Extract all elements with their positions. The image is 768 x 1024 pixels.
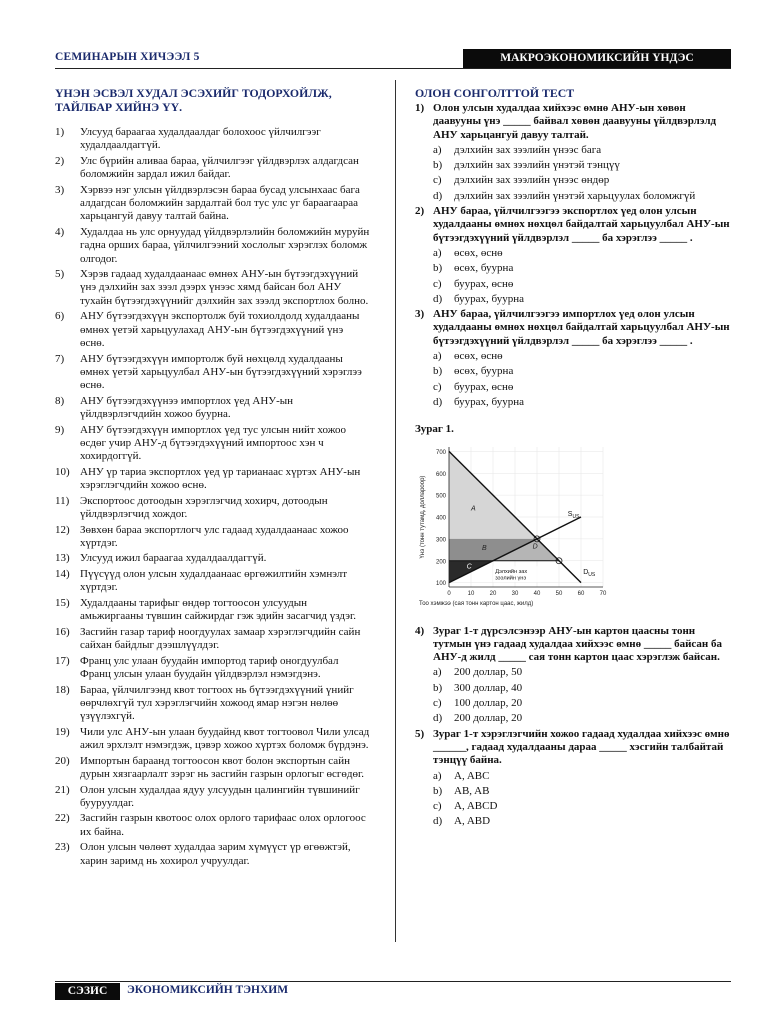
answer-option[interactable] [433,293,733,306]
question-q5 [415,728,733,829]
statement-number: 2) [55,154,65,167]
option-text: буурах, буурна [454,292,525,305]
question-q3 [415,308,733,409]
answer-option[interactable] [433,190,733,203]
statement-number: 19) [55,725,70,738]
option-letter: c) [433,277,442,290]
statement-number: 13) [55,552,70,565]
question-q2 [415,205,733,306]
question-text: Зураг 1-т хэрэглэгчийн хожоо гадаад худалдаа хийхээс өмнө ______, гадаад худалдааны дараа _____ хэсгийн талбайтай тэнцүү байна. [433,727,730,767]
statement-text: Зөвхөн бараа экспортлогч улс гадаад худалдаанаас хожоо хүртдэг. [80,523,349,549]
question-text: Зураг 1-т дүрсэлсэнээр АНУ-ын картон цаасны тонн тутмын үнэ гадаад худалдаа хийхээс өмнө _____ байсан ба АНУ-д жилд _____ сая тонн картон цаас хэрэглэж байсан. [433,624,723,664]
statement-text: Олон улсын худалдаа ядуу улсуудын цалингийн түвшинийг бууруулдаг. [80,783,360,809]
footer-badge: СЭЗИС [55,983,120,1000]
column-divider [395,80,396,942]
statement-number: 17) [55,654,70,667]
statement-number: 5) [55,268,65,281]
statement-item [55,626,370,653]
x-tick-label: 70 [599,590,607,597]
answer-option[interactable] [433,350,733,363]
statement-number: 22) [55,812,70,825]
statement-text: Хэрвээ нэг улсын үйлдвэрлэсэн бараа бусад улсынхаас бага алдагдсан боломжийн зардалтай бол тус улс уг бараагаараа харьцангуй давуу талтай байна. [80,183,360,223]
question-text: Олон улсын худалдаа хийхээс өмнө АНУ-ын хөвөн даавууны үнэ _____ байвал хөвөн даавууны үйлдвэрлэлд АНУ харьцангуй давуу талтай. [433,102,717,141]
statement-item [55,155,370,182]
statement-item [55,524,370,551]
region-label: A [471,504,476,512]
option-letter: d) [433,395,443,408]
statement-item [55,841,370,868]
option-letter: c) [433,174,442,187]
answer-option[interactable] [433,247,733,260]
question-text: АНУ бараа, үйлчилгээгээ экспортлох үед олон улсын худалдааны өмнөх нөхцөл байдалтай харьцуулбал АНУ-ын бүтээгдэхүүний үйлдвэрлэл _____ ба хэрэглээ _____ . [433,205,730,244]
statement-text: Хэрэв гадаад худалдаанаас өмнөх АНУ-ын бүтээгдэхүүний үнэ дэлхийн зах зээл дээрх үнээс хямд байсан бол АНУ тухайн бүтээгдэхүүнийг дэлхийн зах зээлд экспортлох болно. [80,268,369,307]
x-tick-label: 10 [467,590,475,597]
statement-text: Улсууд бараагаа худалдаалдаг болохоос үйлчилгээг худалдаалдаггүй. [80,126,321,152]
statement-text: Франц улс улаан буудайн импортод тариф оногдуулбал Франц улсын улаан буудайн үйлдвэрлэл нэмэгдэнэ. [80,654,339,681]
x-axis-title: Тоо хэмжээ (сая тонн картон цаас, жилд) [419,600,534,607]
statement-text: Улсууд ижил бараагаа худалдаалдаггүй. [80,552,267,565]
statement-number: 7) [55,352,65,365]
option-text: дэлхийн зах зээлийн үнээс бага [454,143,602,156]
statement-number: 1) [55,126,65,138]
statement-item [55,784,370,811]
option-text: буурах, өснө [454,380,514,393]
y-tick-label: 600 [435,471,446,478]
statement-item [55,126,370,153]
question-stem [415,102,733,142]
statement-text: Худалдааны тарифыг өндөр тогтоосон улсуудын амьжиргааны түвшин сайжирдаг гэж эдийн засагчид үздэг. [80,596,357,623]
x-tick-label: 20 [489,590,497,597]
statement-item [55,726,370,753]
statement-item [55,466,370,493]
statement-item [55,597,370,624]
statement-number: 14) [55,568,70,581]
multiple-choice-title: ОЛОН СОНГОЛТТОЙ ТЕСТ [415,86,575,100]
answer-option[interactable] [433,144,733,157]
statement-number: 3) [55,183,65,196]
answer-option[interactable] [433,262,733,275]
statement-number: 21) [55,783,70,796]
statement-item [55,226,370,266]
statement-number: 23) [55,841,70,854]
question-stem [415,308,733,348]
statement-text: АНУ бүтээгдэхүүн импортлох үед тус улсын нийт хожоо өсдөг учир АНУ-д бүтээгдэхүүний импортоос хэн ч хохирдоггүй. [80,423,347,463]
option-letter: b) [433,681,443,694]
y-tick-label: 700 [435,449,446,456]
multiple-choice-section [415,86,733,831]
statement-item [55,495,370,522]
statement-number: 8) [55,394,65,407]
option-letter: b) [433,784,443,797]
option-text: 200 доллар, 20 [454,712,523,725]
question-number: 2) [415,205,425,218]
supply-demand-chart [415,439,615,617]
true-false-title: ҮНЭН ЭСВЭЛ ХУДАЛ ЭСЭХИЙГ ТОДОРХОЙЛЖ, ТАЙЛБАР ХИЙНЭ ҮҮ. [55,86,332,114]
x-tick-label: 40 [533,590,541,597]
option-letter: b) [433,159,443,172]
option-text: өсөх, өснө [454,246,503,259]
statement-text: Бараа, үйлчилгээнд квот тогтоох нь бүтээгдэхүүний үнийг өөрчлөхгүй тул хэрэглэгчийн хожоод ямар нэгэн нөлөө үзүүлэхгүй. [80,683,354,723]
header-divider [55,68,731,69]
header-left-title: СЕМИНАРЫН ХИЧЭЭЛ 5 [55,51,200,63]
question-q4 [415,625,733,726]
option-text: A, ABC [454,769,490,782]
option-letter: d) [433,189,443,202]
question-block [415,625,733,829]
question-number: 3) [415,308,425,321]
true-false-section [55,86,370,870]
option-letter: b) [433,262,443,275]
x-tick-label: 50 [555,590,563,597]
y-tick-label: 400 [435,515,446,522]
question-number: 1) [415,102,425,114]
option-text: өсөх, буурна [454,365,514,378]
statement-item [55,684,370,724]
option-text: өсөх, өснө [454,350,503,363]
x-tick-label: 60 [577,590,585,597]
world-price-label: Дэлхийн зах зээлийн үнэ [495,568,528,582]
option-letter: c) [433,800,442,813]
x-tick-label: 0 [447,590,451,597]
answer-option[interactable] [433,666,733,679]
option-text: дэлхийн зах зээлийн үнэтэй тэнцүү [454,159,620,172]
question-text: АНУ бараа, үйлчилгээгээ импортлох үед олон улсын худалдааны өмнөх нөхцөл байдалтай харьцуулбал АНУ-ын бүтээгдэхүүний үйлдвэрлэл _____ ба хэрэглээ _____ . [433,308,730,347]
statement-item [55,755,370,782]
option-text: 300 доллар, 40 [454,681,523,694]
option-text: A, ABD [454,815,491,828]
statement-item [55,655,370,682]
option-letter: d) [433,292,443,305]
statement-text: АНУ үр тариа экспортлох үед үр тарианаас хүртэх АНУ-ын хэрэглэгчдийн хожоо өснө. [80,465,361,492]
option-letter: a) [433,143,442,156]
statement-item [55,568,370,595]
statement-text: Засгийн газрын квотоос олох орлого тарифаас олох орлогоос их байна. [80,812,366,838]
answer-option[interactable] [433,697,733,710]
statement-number: 20) [55,754,70,767]
statement-number: 6) [55,310,65,323]
answer-option[interactable] [433,365,733,378]
option-letter: a) [433,769,442,782]
statement-item [55,184,370,224]
y-axis-title: Үнэ (тонн тутамд, доллароор) [420,475,426,558]
y-tick-label: 200 [435,558,446,565]
demand-label: $D_{US}$ [583,568,596,578]
answer-option[interactable] [433,278,733,291]
statement-item [55,424,370,464]
answer-option[interactable] [433,682,733,695]
statement-text: Чили улс АНУ-ын улаан буудайнд квот тогтоовол Чили улсад ажил эрхлэлт нэмэгдэж, цэвэр хожоо хүртэх боломж бүрдэнэ. [80,725,370,752]
question-block [415,102,733,409]
y-tick-label: 100 [435,580,446,587]
y-tick-label: 300 [435,536,446,543]
answer-option[interactable] [433,815,733,828]
answer-option[interactable] [433,396,733,409]
answer-option[interactable] [433,381,733,394]
question-q1 [415,102,733,203]
statement-number: 11) [55,494,70,507]
option-letter: d) [433,815,443,828]
option-letter: a) [433,666,442,679]
option-letter: a) [433,350,442,363]
statement-item [55,310,370,350]
statement-item [55,268,370,308]
x-tick-label: 30 [511,590,519,597]
option-text: 200 доллар, 50 [454,666,523,679]
option-text: AB, AB [454,784,490,797]
answer-option[interactable] [433,785,733,798]
statement-number: 4) [55,225,65,238]
region-label: D [532,543,538,551]
statement-number: 9) [55,423,65,436]
answer-option[interactable] [433,174,733,187]
statement-item [55,395,370,422]
option-letter: c) [433,697,442,710]
statement-text: Засгийн газар тариф ноогдуулах замаар хэрэглэгчдийн сайн сайхан байдлыг дээшлүүлдэг. [80,625,361,652]
option-text: өсөх, буурна [454,262,514,275]
question-stem [415,205,733,245]
statement-item [55,552,370,565]
statement-text: Импортын бараанд тогтоосон квот болон экспортын сайн дурын хязгаарлалт зэрэг нь засгийн газрын орлогыг өсгөдөг. [80,754,364,780]
true-false-list [55,126,370,868]
answer-option[interactable] [433,800,733,813]
question-number: 5) [415,727,425,740]
option-letter: a) [433,246,442,259]
statement-number: 15) [55,596,70,609]
statement-item [55,353,370,393]
statement-number: 18) [55,683,70,696]
option-text: дэлхийн зах зээлийн үнээс өндөр [454,174,610,187]
option-letter: d) [433,712,443,725]
option-text: буурах, өснө [454,277,514,290]
statement-text: АНУ бүтээгдэхүүн импортолж буй нөхцөлд худалдааны өмнөх үетэй харьцуулбал АНУ-ын бүтээгдэхүүний хэрэглээ өснө. [80,352,362,392]
header-right-title: МАКРОЭКОНОМИКСИЙН ҮНДЭС [463,49,731,68]
figure-title: Зураг 1. [415,423,454,436]
y-tick-label: 500 [435,493,446,500]
question-number: 4) [415,624,425,637]
supply-label: $S_{US}$ [567,510,580,520]
statement-text: Олон улсын чөлөөт худалдаа зарим хүмүүст үр өгөөжтэй, харин заримд нь хохирол учруулдаг. [80,841,351,867]
answer-option[interactable] [433,770,733,783]
statement-text: Экспортоос дотоодын хэрэглэгчид хохирч, дотоодын үйлдвэрлэгчид хождог. [80,494,328,520]
question-stem [415,625,733,665]
statement-number: 16) [55,625,70,638]
statement-text: Улс бүрийн аливаа бараа, үйлчилгээг үйлдвэрлэх алдагдсан боломжийн зардал ижил байдаг. [80,154,359,181]
option-text: A, ABCD [454,800,498,813]
statement-text: Пүүсүүд олон улсын худалдаанаас өргөжилтийн хэмнэлт хүртдэг. [80,568,348,594]
statement-item [55,812,370,839]
statement-text: АНУ бүтээгдэхүүнээ импортлох үед АНУ-ын үйлдвэрлэгчдийн хожоо буурна. [80,394,294,421]
statement-number: 10) [55,465,70,478]
option-letter: b) [433,365,443,378]
region-label: B [482,544,487,552]
statement-text: Худалдаа нь улс орнуудад үйлдвэрлэлийн боломжийн муруйн гадна орших бараа, үйлчилгээний хослолыг хэрэглэх боломж олгодог. [80,225,370,265]
option-text: дэлхийн зах зээлийн үнэтэй харьцуулах боломжгүй [454,189,696,202]
statement-text: АНУ бүтээгдэхүүн экспортолж буй тохиолдолд худалдааны өмнөх үетэй харьцуулахад АНУ-ын бүтээгдэхүүний үнэ өснө. [80,310,360,349]
footer-divider [55,981,731,982]
statement-number: 12) [55,523,70,536]
answer-option[interactable] [433,159,733,172]
region-label: C [466,562,472,570]
option-text: буурах, буурна [454,395,525,408]
footer-text: ЭКОНОМИКСИЙН ТЭНХИМ [127,984,289,996]
question-stem [415,728,733,768]
option-text: 100 доллар, 20 [454,697,523,710]
answer-option[interactable] [433,712,733,725]
option-letter: c) [433,380,442,393]
